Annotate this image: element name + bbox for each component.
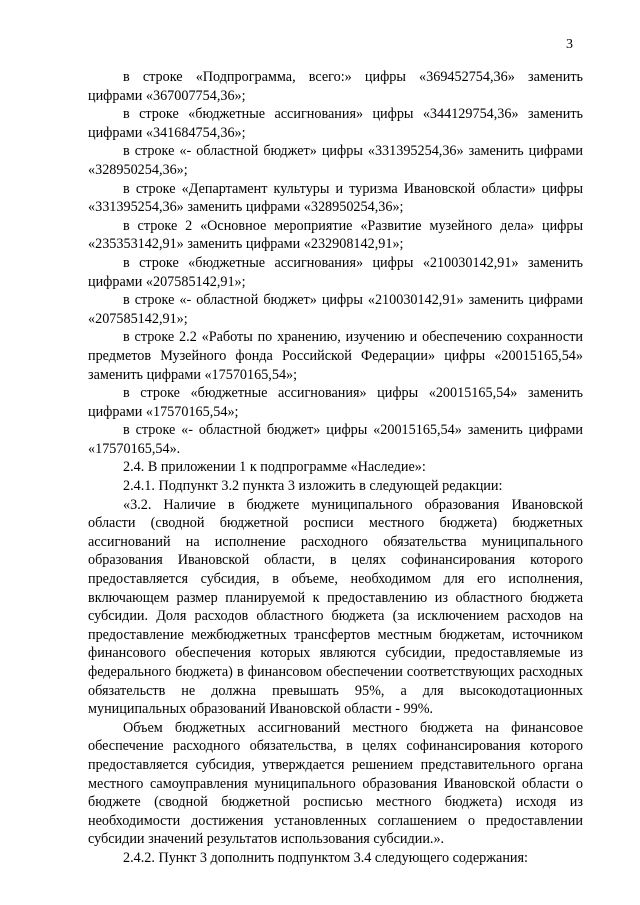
paragraph-museum-regional-budget: в строке «- областной бюджет» цифры «210030142,91» заменить цифрами «207585142,91»; xyxy=(88,292,583,327)
paragraph-clause-3-2: «3.2. Наличие в бюджете муниципального образования Ивановской области (сводной бюджетной росписи местного бюджета) бюджетных ассигнований на исполнение расходного обязательства муниципального образования Ивановской области, в целях софинансирования которого предоставляется субсидия, в объеме, необходимом для его исполнения, включающем размер планируемой к предоставлению из областного бюджета субсидии. Доля расходов областного бюджета (за исключением расходов на предоставление межбюджетных трансфертов местным бюджетам, источником финансового обеспечения которых являются субсидии, предоставляемые из федерального бюджета) в финансовом обеспечении соответствующих расходных обязательств не должна превышать 95%, а для высокодотационных муниципальных образований Ивановской области - 99%. xyxy=(88,496,583,718)
paragraph-museum-fund-works: в строке 2.2 «Работы по хранению, изучению и обеспечению сохранности предметов Музейного фонда Российской Федерации» цифры «20015165,54» заменить цифрами «17570165,54»; xyxy=(88,329,583,383)
paragraph-budget-allocations: в строке «бюджетные ассигнования» цифры «344129754,36» заменить цифрами «341684754,36»; xyxy=(88,106,583,141)
paragraph-section-2-4-1: 2.4.1. Подпункт 3.2 пункта 3 изложить в следующей редакции: xyxy=(123,478,503,495)
paragraph-museum-budget-allocations: в строке «бюджетные ассигнования» цифры «210030142,91» заменить цифрами «207585142,91»; xyxy=(88,254,583,290)
paragraph-subprogram-total: в строке «Подпрограмма, всего:» цифры «369452754,36» заменить цифрами «367007754,36»; xyxy=(88,69,583,104)
paragraph-section-2-4-2: 2.4.2. Пункт 3 дополнить подпунктом 3.4 следующего содержания: xyxy=(123,849,528,866)
paragraph-culture-department: в строке «Департамент культуры и туризма Ивановской области» цифры «331395254,36» заменить цифрами «328950254,36»; xyxy=(88,180,583,216)
page-number: 3 xyxy=(566,37,573,52)
paragraph-regional-budget: в строке «- областной бюджет» цифры «331395254,36» заменить цифрами «328950254,36»; xyxy=(88,143,583,178)
paragraph-museum-development: в строке 2 «Основное мероприятие «Развитие музейного дела» цифры «235353142,91» заменить цифрами «232908142,91»; xyxy=(88,217,583,253)
paragraph-section-2-4: 2.4. В приложении 1 к подпрограмме «Наследие»: xyxy=(123,459,426,476)
paragraph-museum-fund-budget-allocations: в строке «бюджетные ассигнования» цифры «20015165,54» заменить цифрами «17570165,54»; xyxy=(88,385,583,420)
document-body xyxy=(88,68,583,868)
paragraph-museum-fund-regional-budget: в строке «- областной бюджет» цифры «20015165,54» заменить цифрами «17570165,54». xyxy=(88,422,583,457)
paragraph-local-budget-volume: Объем бюджетных ассигнований местного бюджета на финансовое обеспечение расходного обязательства, в целях софинансирования которого предоставляется субсидия, утверждается решением представительного органа местного самоуправления муниципального образования Ивановской области о бюджете (сводной бюджетной росписью местного бюджета) исходя из необходимости достижения установленных соглашением о предоставлении субсидии значений результатов использования субсидии.». xyxy=(88,719,583,848)
